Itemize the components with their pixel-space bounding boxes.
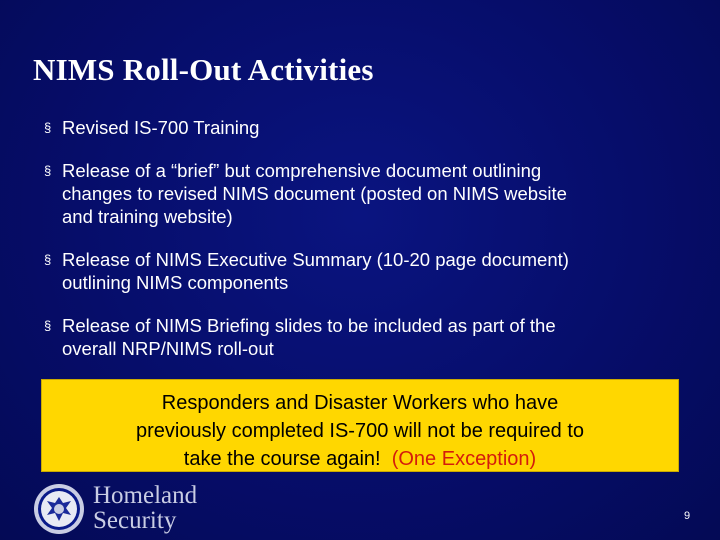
slide-title: NIMS Roll-Out Activities [33, 52, 374, 87]
page-number: 9 [684, 510, 691, 522]
bullet-marker: § [44, 120, 52, 135]
bullet-text-line: Release of a “brief” but comprehensive document outlining [62, 160, 542, 181]
bullet-item [44, 248, 684, 294]
bullet-marker: § [44, 318, 52, 333]
bullet-item [44, 314, 684, 360]
bullet-text-line: changes to revised NIMS document (posted on NIMS website [62, 183, 567, 204]
callout-box [41, 379, 679, 472]
bullet-text-line: outlining NIMS components [62, 272, 289, 293]
logo-line: Homeland [93, 482, 198, 509]
bullet-list [44, 116, 684, 380]
bullet-text-line: overall NRP/NIMS roll-out [62, 338, 274, 359]
callout-exception: (One Exception) [391, 448, 537, 470]
bullet-marker: § [44, 163, 52, 178]
callout-line: take the course again! [183, 448, 381, 470]
bullet-text-line: Release of NIMS Briefing slides to be included as part of the [62, 315, 556, 336]
callout-line: previously completed IS-700 will not be required to [135, 420, 585, 442]
bullet-item [44, 159, 684, 228]
bullet-text: Revised IS-700 Training [62, 117, 260, 138]
dhs-seal-icon [33, 483, 85, 535]
bullet-item [44, 116, 684, 139]
callout-line: Responders and Disaster Workers who have [161, 392, 559, 414]
bullet-text-line: and training website) [62, 206, 233, 227]
logo-line: Security [93, 507, 177, 534]
bullet-text-line: Release of NIMS Executive Summary (10-20 page document) [62, 249, 569, 270]
bullet-marker: § [44, 252, 52, 267]
